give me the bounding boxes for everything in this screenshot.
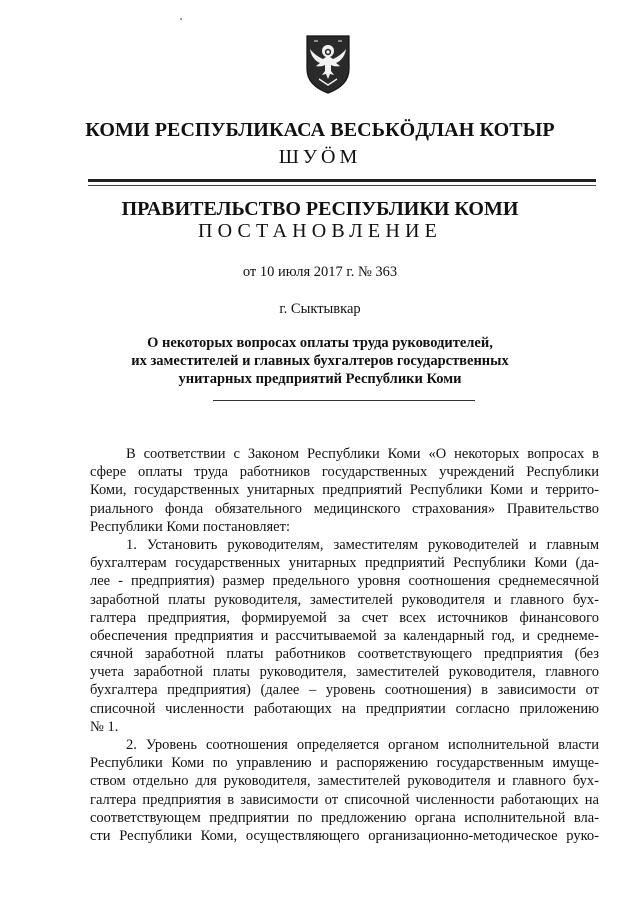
document-date-number: от 10 июля 2017 г. № 363 [242, 264, 398, 280]
header-divider-thin [88, 185, 596, 186]
body-line: 1. Установить руководителям, заместителям руководителей и главным [126, 536, 599, 553]
subject-line: унитарных предприятий Республики Коми [178, 371, 462, 387]
body-line: сти Республики Коми, осуществляющего организационно-методическое руко- [90, 827, 599, 844]
komi-language-doc-type: ШУÖМ [278, 146, 362, 168]
body-line: галтера предприятия в зависимости от списочной численности работающих на [90, 791, 599, 808]
body-line: 2. Уровень соотношения определяется органом исполнительной власти [126, 737, 599, 753]
body-line: риального фонда обязательного медицинского страхования» Правительство [90, 500, 599, 517]
body-line: № 1. [90, 718, 119, 735]
body-line: сячной заработной платы работников соответствующего предприятия (без [90, 646, 599, 663]
document-city: г. Сыктывкар [279, 301, 361, 317]
komi-coat-of-arms-icon [304, 33, 352, 95]
government-title: ПРАВИТЕЛЬСТВО РЕСПУБЛИКИ КОМИ [121, 198, 519, 220]
body-line: Республики Коми по управлению и распоряжению государственным имуще- [90, 755, 599, 772]
body-line: списочной численности работающих на предприятии согласно приложению [90, 700, 599, 717]
body-line: бухгалтера предприятия) (далее – уровень соотношения) в зависимости от [90, 682, 599, 699]
scan-speck [180, 18, 182, 20]
body-line: Коми, государственных унитарных предприятий Республики Коми и террито- [90, 482, 599, 499]
document-type: ПОСТАНОВЛЕНИЕ [197, 220, 443, 242]
body-line: галтера предприятия, формируемой за счет всех источников финансового [90, 609, 599, 626]
header-divider-thick [88, 179, 596, 182]
body-line: обеспечения предприятия и рассчитываемой за календарный год, и среднеме- [90, 627, 599, 644]
body-line: бухгалтерам государственных унитарных предприятий Республики Коми (да- [90, 555, 599, 572]
subject-line: О некоторых вопросах оплаты труда руководителей, [147, 335, 493, 351]
body-line: ством отдельно для руководителя, заместителей руководителя и главного бух- [90, 773, 599, 790]
body-line: лее - предприятия) размер предельного уровня соотношения среднемесячной [90, 573, 599, 590]
body-line: В соответствии с Законом Республики Коми «О некоторых вопросах в [126, 446, 599, 462]
body-line: учета заработной платы руководителя, заместителей руководителя, главного [90, 664, 599, 681]
subject-line: их заместителей и главных бухгалтеров государственных [131, 353, 509, 369]
body-line: Республики Коми постановляет: [90, 518, 290, 535]
komi-language-title: КОМИ РЕСПУБЛИКАСА ВЕСЬКÖДЛАН КОТЫР [85, 119, 555, 141]
body-line: заработной платы руководителя, заместителей руководителя и главного бух- [90, 591, 599, 608]
body-line: сфере оплаты труда работников государственных учреждений Республики [90, 464, 599, 481]
subject-underline [213, 400, 475, 401]
body-line: соответствующем предприятии по предложению органа исполнительной вла- [90, 809, 599, 826]
document-subject [0, 334, 640, 388]
document-body [90, 445, 599, 845]
